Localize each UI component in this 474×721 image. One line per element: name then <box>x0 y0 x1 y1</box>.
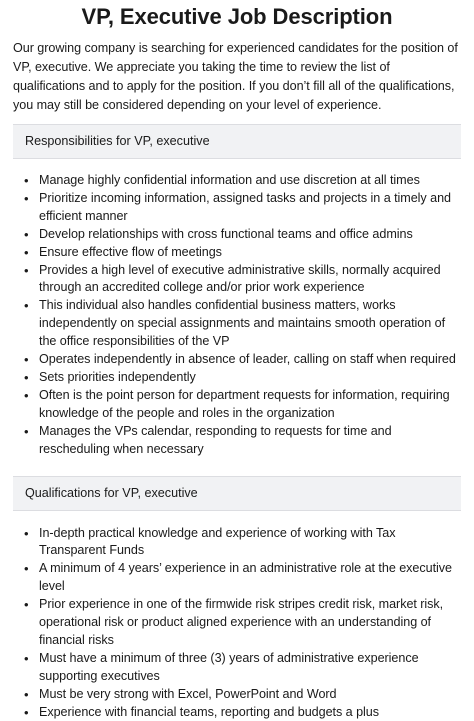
list-item: • Operates independently in absence of leader, calling on staff when required <box>39 351 461 369</box>
list-item: • Must be very strong with Excel, PowerPoint and Word <box>39 686 461 704</box>
list-item: • Develop relationships with cross functional teams and office admins <box>39 226 461 244</box>
list-item: • Prioritize incoming information, assigned tasks and projects in a timely and efficient manner <box>39 190 461 226</box>
list-item: • Often is the point person for department requests for information, requiring knowledge of the people and roles in the organization <box>39 387 461 423</box>
list-item: • Must have a minimum of three (3) years of administrative experience supporting executives <box>39 650 461 686</box>
list-item: • A minimum of 4 years’ experience in an administrative role at the executive level <box>39 560 461 596</box>
page-title: VP, Executive Job Description <box>13 0 461 34</box>
list-item: • Experience with financial teams, reporting and budgets a plus <box>39 704 461 721</box>
responsibilities-heading: Responsibilities for VP, executive <box>13 124 461 159</box>
list-item: • This individual also handles confidential business matters, works independently on special assignments and maintains smooth operation of the office responsibilities of the VP <box>39 297 461 351</box>
list-item: • Sets priorities independently <box>39 369 461 387</box>
list-item: • Manage highly confidential information and use discretion at all times <box>39 172 461 190</box>
qualifications-heading: Qualifications for VP, executive <box>13 476 461 511</box>
intro-paragraph: Our growing company is searching for experienced candidates for the position of VP, executive. We appreciate you taking the time to review the list of qualifications and to apply for the position. If you don’t fill all of the qualifications, you may still be considered depending on your level of experience. <box>13 39 461 115</box>
list-item: • In-depth practical knowledge and experience of working with Tax Transparent Funds <box>39 525 461 561</box>
list-item: • Prior experience in one of the firmwide risk stripes credit risk, market risk, operational risk or product aligned experience with an understanding of financial risks <box>39 596 461 650</box>
list-item: • Ensure effective flow of meetings <box>39 244 461 262</box>
list-item: • Provides a high level of executive administrative skills, normally acquired through an accredited college and/or prior work experience <box>39 262 461 298</box>
list-item: • Manages the VPs calendar, responding to requests for time and rescheduling when necessary <box>39 423 461 459</box>
qualifications-list <box>13 525 461 721</box>
responsibilities-list <box>13 172 461 459</box>
